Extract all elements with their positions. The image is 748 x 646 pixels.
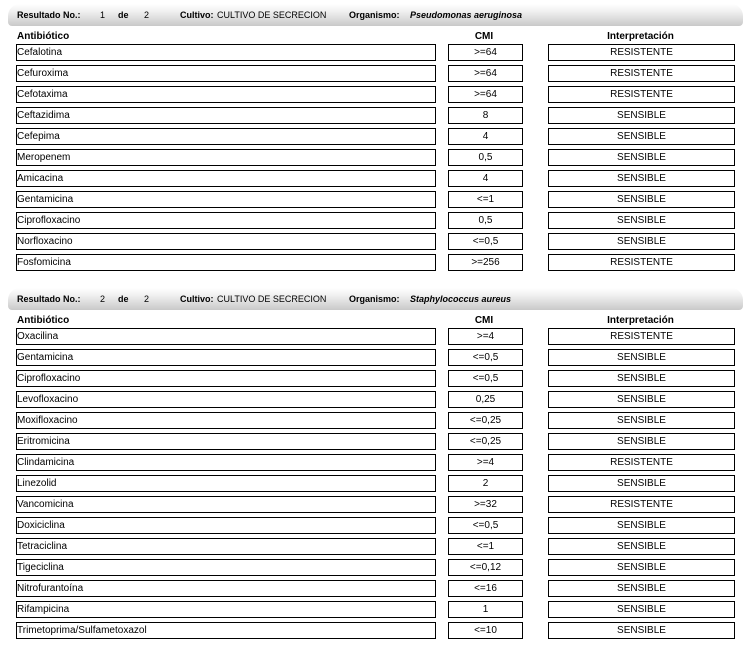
table-row [0, 65, 748, 82]
antibiotico-cell: Ciprofloxacino [16, 212, 436, 229]
antibiotico-cell: Meropenem [16, 149, 436, 166]
resultado-label: Resultado No.: [17, 10, 81, 20]
antibiotico-cell: Cefalotina [16, 44, 436, 61]
table-row [0, 44, 748, 61]
cultivo-label: Cultivo: [180, 10, 214, 20]
table-row [0, 349, 748, 366]
cmi-cell: <=0,5 [448, 349, 523, 366]
cmi-cell: >=4 [448, 328, 523, 345]
cultivo-label: Cultivo: [180, 294, 214, 304]
table-row [0, 170, 748, 187]
cmi-cell: <=1 [448, 191, 523, 208]
antibiotico-cell: Fosfomicina [16, 254, 436, 271]
table-row [0, 254, 748, 271]
resultado-number: 1 [100, 10, 106, 20]
antibiotico-cell: Doxiciclina [16, 517, 436, 534]
interpretacion-cell: SENSIBLE [548, 433, 735, 450]
table-row [0, 128, 748, 145]
interpretacion-cell: SENSIBLE [548, 559, 735, 576]
antibiotico-cell: Trimetoprima/Sulfametoxazol [16, 622, 436, 639]
organismo-value: Pseudomonas aeruginosa [410, 10, 523, 20]
resultado-total: 2 [144, 294, 150, 304]
cmi-cell: >=32 [448, 496, 523, 513]
table-row [0, 86, 748, 103]
resultado-total: 2 [144, 10, 150, 20]
cultivo-value: CULTIVO DE SECRECION [217, 10, 327, 20]
table-row [0, 212, 748, 229]
cmi-cell: 0,25 [448, 391, 523, 408]
antibiotico-cell: Eritromicina [16, 433, 436, 450]
antibiotico-cell: Linezolid [16, 475, 436, 492]
table-row [0, 538, 748, 555]
cmi-cell: >=256 [448, 254, 523, 271]
organismo-label: Organismo: [349, 10, 400, 20]
organismo-value: Staphylococcus aureus [410, 294, 512, 304]
table-row [0, 191, 748, 208]
cmi-cell: <=1 [448, 538, 523, 555]
antibiotico-cell: Gentamicina [16, 191, 436, 208]
cmi-cell: 4 [448, 170, 523, 187]
antibiotico-cell: Ciprofloxacino [16, 370, 436, 387]
cmi-cell: <=16 [448, 580, 523, 597]
resultado-number: 2 [100, 294, 106, 304]
cmi-cell: >=64 [448, 65, 523, 82]
cmi-cell: <=10 [448, 622, 523, 639]
antibiotico-cell: Nitrofurantoína [16, 580, 436, 597]
interpretacion-cell: RESISTENTE [548, 496, 735, 513]
column-header-antibiotico: Antibiótico [17, 31, 70, 42]
cmi-cell: <=0,5 [448, 233, 523, 250]
interpretacion-cell: SENSIBLE [548, 212, 735, 229]
interpretacion-cell: SENSIBLE [548, 349, 735, 366]
cmi-cell: >=64 [448, 86, 523, 103]
table-row [0, 412, 748, 429]
interpretacion-cell: RESISTENTE [548, 254, 735, 271]
interpretacion-cell: SENSIBLE [548, 370, 735, 387]
cmi-cell: <=0,12 [448, 559, 523, 576]
interpretacion-cell: SENSIBLE [548, 191, 735, 208]
cmi-cell: >=64 [448, 44, 523, 61]
de-label: de [118, 294, 129, 304]
cultivo-value: CULTIVO DE SECRECION [217, 294, 327, 304]
table-row [0, 328, 748, 345]
column-header-interpretacion: Interpretación [607, 315, 674, 326]
antibiotico-cell: Gentamicina [16, 349, 436, 366]
table-row [0, 149, 748, 166]
interpretacion-cell: SENSIBLE [548, 107, 735, 124]
column-header-cmi: CMI [474, 315, 494, 326]
table-row [0, 517, 748, 534]
interpretacion-cell: RESISTENTE [548, 86, 735, 103]
antibiotico-cell: Clindamicina [16, 454, 436, 471]
interpretacion-cell: SENSIBLE [548, 391, 735, 408]
table-row [0, 233, 748, 250]
organismo-label: Organismo: [349, 294, 400, 304]
interpretacion-cell: RESISTENTE [548, 328, 735, 345]
interpretacion-cell: SENSIBLE [548, 128, 735, 145]
cmi-cell: 4 [448, 128, 523, 145]
antibiotico-cell: Tigeciclina [16, 559, 436, 576]
resultado-label: Resultado No.: [17, 294, 81, 304]
antibiotico-cell: Norfloxacino [16, 233, 436, 250]
interpretacion-cell: SENSIBLE [548, 475, 735, 492]
antibiotico-cell: Rifampicina [16, 601, 436, 618]
antibiotico-cell: Vancomicina [16, 496, 436, 513]
antibiotico-cell: Cefepima [16, 128, 436, 145]
table-row [0, 496, 748, 513]
interpretacion-cell: SENSIBLE [548, 412, 735, 429]
cmi-cell: >=4 [448, 454, 523, 471]
cmi-cell: 0,5 [448, 212, 523, 229]
antibiotico-cell: Cefuroxima [16, 65, 436, 82]
cmi-cell: 1 [448, 601, 523, 618]
table-row [0, 433, 748, 450]
column-header-interpretacion: Interpretación [607, 31, 674, 42]
cmi-cell: <=0,5 [448, 370, 523, 387]
table-row [0, 580, 748, 597]
interpretacion-cell: SENSIBLE [548, 538, 735, 555]
table-row [0, 454, 748, 471]
antibiotico-cell: Ceftazidima [16, 107, 436, 124]
antibiotico-cell: Moxifloxacino [16, 412, 436, 429]
antibiotico-cell: Amicacina [16, 170, 436, 187]
table-row [0, 559, 748, 576]
cmi-cell: 0,5 [448, 149, 523, 166]
result-header-bar [8, 4, 743, 26]
cmi-cell: 2 [448, 475, 523, 492]
antibiotico-cell: Oxacilina [16, 328, 436, 345]
interpretacion-cell: SENSIBLE [548, 233, 735, 250]
table-row [0, 107, 748, 124]
interpretacion-cell: SENSIBLE [548, 580, 735, 597]
column-header-antibiotico: Antibiótico [17, 315, 70, 326]
interpretacion-cell: SENSIBLE [548, 170, 735, 187]
cmi-cell: <=0,25 [448, 433, 523, 450]
antibiotico-cell: Cefotaxima [16, 86, 436, 103]
result-header-bar [8, 288, 743, 310]
cmi-cell: <=0,5 [448, 517, 523, 534]
column-header-cmi: CMI [474, 31, 494, 42]
table-row [0, 475, 748, 492]
interpretacion-cell: SENSIBLE [548, 149, 735, 166]
interpretacion-cell: RESISTENTE [548, 44, 735, 61]
table-row [0, 601, 748, 618]
interpretacion-cell: SENSIBLE [548, 601, 735, 618]
antibiotico-cell: Tetraciclina [16, 538, 436, 555]
de-label: de [118, 10, 129, 20]
antibiotico-cell: Levofloxacino [16, 391, 436, 408]
table-row [0, 622, 748, 639]
table-row [0, 391, 748, 408]
interpretacion-cell: SENSIBLE [548, 517, 735, 534]
cmi-cell: <=0,25 [448, 412, 523, 429]
cmi-cell: 8 [448, 107, 523, 124]
interpretacion-cell: RESISTENTE [548, 454, 735, 471]
interpretacion-cell: RESISTENTE [548, 65, 735, 82]
interpretacion-cell: SENSIBLE [548, 622, 735, 639]
table-row [0, 370, 748, 387]
